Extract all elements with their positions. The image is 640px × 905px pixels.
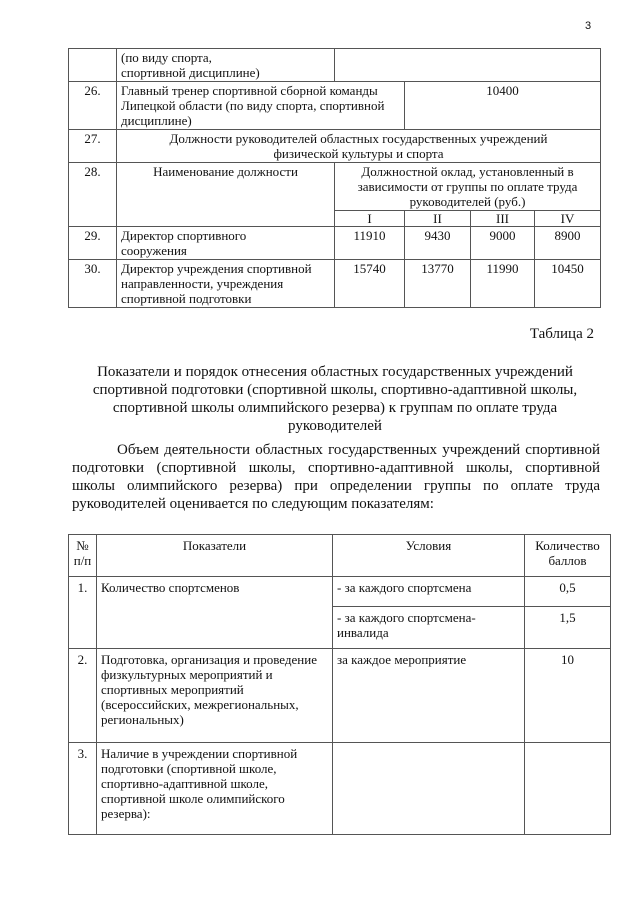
row-number: 1. bbox=[69, 577, 97, 649]
table-row bbox=[69, 163, 601, 211]
points-cell: 0,5 bbox=[525, 577, 611, 607]
points-cell: 1,5 bbox=[525, 607, 611, 649]
group-header: III bbox=[471, 211, 535, 227]
column-header-points: Количество баллов bbox=[525, 535, 611, 577]
salary-cell bbox=[335, 49, 601, 82]
position-name: Директор спортивного сооружения bbox=[117, 227, 335, 260]
table-row bbox=[69, 743, 611, 835]
salary-cell: 15740 bbox=[335, 260, 405, 308]
column-header-indicator: Показатели bbox=[97, 535, 333, 577]
salary-cell: 8900 bbox=[535, 227, 601, 260]
page-number: 3 bbox=[585, 20, 592, 32]
row-number: 2. bbox=[69, 649, 97, 743]
salary-cell: 10450 bbox=[535, 260, 601, 308]
group-header: II bbox=[405, 211, 471, 227]
indicator-cell: Подготовка, организация и проведение физкультурных мероприятий и спортивных мероприятий (всероссийских, межрегиональных, региональных) bbox=[97, 649, 333, 743]
points-cell: 10 bbox=[525, 649, 611, 743]
salary-cell: 9000 bbox=[471, 227, 535, 260]
position-name: Главный тренер спортивной сборной команды Липецкой области (по виду спорта, спортивной дисциплине) bbox=[117, 82, 405, 130]
points-cell bbox=[525, 743, 611, 835]
salary-cell: 9430 bbox=[405, 227, 471, 260]
table-row bbox=[69, 577, 611, 607]
row-number: 30. bbox=[69, 260, 117, 308]
section-title: Показатели и порядок отнесения областных государственных учреждений спортивной подготовки (спортивной школы, спортивно-адаптивной школы, спортивной школы олимпийского резерва) к группам по оплате труда руководителей bbox=[92, 364, 578, 434]
condition-cell: - за каждого спортсмена-инвалида bbox=[333, 607, 525, 649]
indicator-cell: Наличие в учреждении спортивной подготовки (спортивной школе, спортивно-адаптивной школе, спортивной школе олимпийского резерва): bbox=[97, 743, 333, 835]
indicator-cell: Количество спортсменов bbox=[97, 577, 333, 649]
row-number: 27. bbox=[69, 130, 117, 163]
row-number: 3. bbox=[69, 743, 97, 835]
table-row bbox=[69, 49, 601, 82]
table-row bbox=[69, 260, 601, 308]
column-header-salary: Должностной оклад, установленный в зависимости от группы по оплате труда руководителей (руб.) bbox=[335, 163, 601, 211]
table-row bbox=[69, 130, 601, 163]
section-heading: Должности руководителей областных государственных учреждений физической культуры и спорта bbox=[117, 130, 601, 163]
row-number: 26. bbox=[69, 82, 117, 130]
table-header-row bbox=[69, 535, 611, 577]
row-number bbox=[69, 49, 117, 82]
condition-cell: - за каждого спортсмена bbox=[333, 577, 525, 607]
row-number: 29. bbox=[69, 227, 117, 260]
column-header-position: Наименование должности bbox=[117, 163, 335, 227]
condition-cell: за каждое мероприятие bbox=[333, 649, 525, 743]
row-number: 28. bbox=[69, 163, 117, 227]
condition-cell bbox=[333, 743, 525, 835]
salary-cell: 11990 bbox=[471, 260, 535, 308]
salary-cell: 13770 bbox=[405, 260, 471, 308]
group-header: IV bbox=[535, 211, 601, 227]
salary-table bbox=[68, 48, 601, 308]
indicators-table bbox=[68, 534, 611, 835]
table-row bbox=[69, 227, 601, 260]
group-header: I bbox=[335, 211, 405, 227]
column-header-conditions: Условия bbox=[333, 535, 525, 577]
position-name: Директор учреждения спортивной направленности, учреждения спортивной подготовки bbox=[117, 260, 335, 308]
intro-paragraph: Объем деятельности областных государственных учреждений спортивной подготовки (спортивной школы, спортивно-адаптивной школы, спортивной школы олимпийского резерва) при определении группы по оплате труда руководителей оценивается по следующим показателям: bbox=[72, 442, 600, 512]
salary-cell: 11910 bbox=[335, 227, 405, 260]
table-row bbox=[69, 82, 601, 130]
table-caption: Таблица 2 bbox=[529, 326, 594, 342]
column-header-number: № п/п bbox=[69, 535, 97, 577]
salary-cell: 10400 bbox=[405, 82, 601, 130]
position-name: (по виду спорта, спортивной дисциплине) bbox=[117, 49, 335, 82]
table-row bbox=[69, 649, 611, 743]
